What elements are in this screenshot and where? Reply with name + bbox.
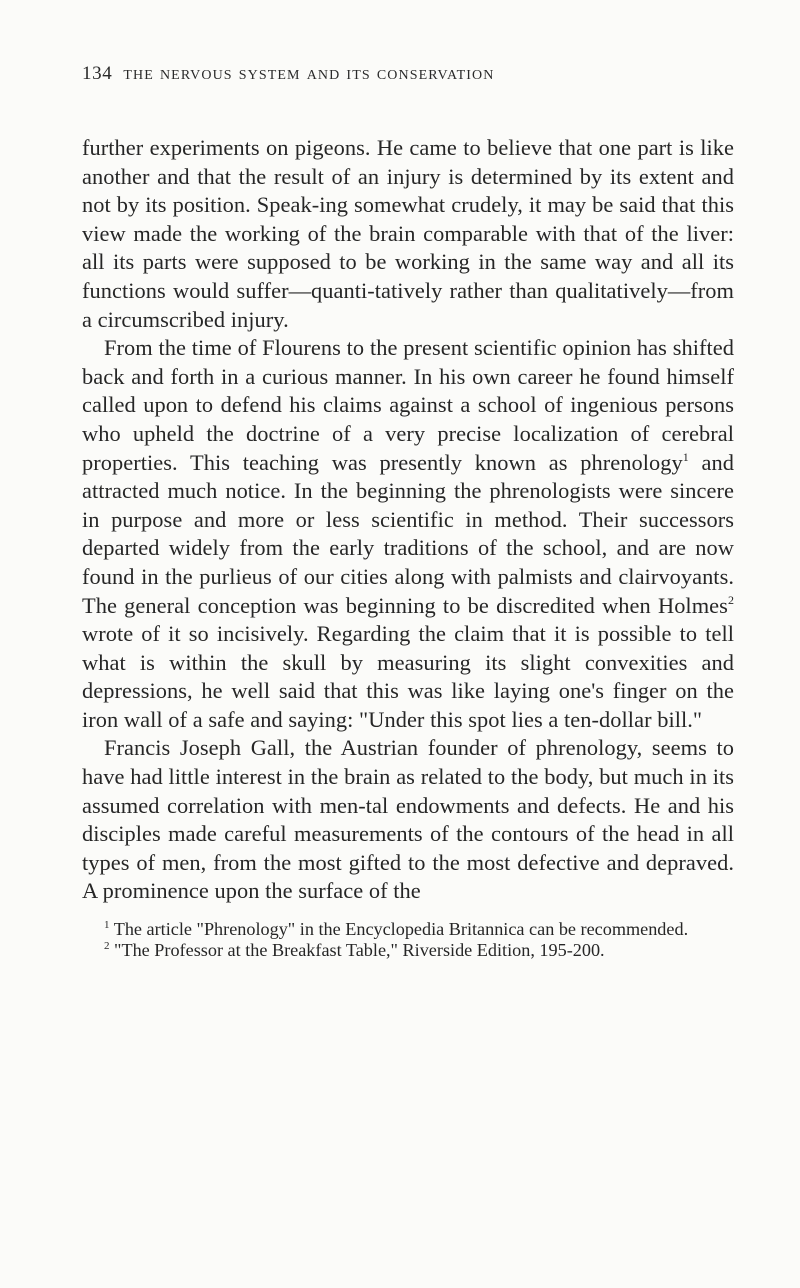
paragraph-2-part-3: wrote of it so incisively. Regarding the claim that it is possible to tell what is within the skull by measuring its slight convexities and depressions, he well said that this was like laying one's finger on the iron wall of a safe and saying: "Under this spot lies a ten-dollar bill." — [82, 621, 734, 732]
paragraph-2-part-2: and attracted much notice. In the beginning the phrenologists were sincere in purpose and more or less scientific in method. Their successors departed widely from the early traditions of the school, and are now found in the purlieus of our cities along with palmists and clairvoyants. The general conception was beginning to be discredited when Holmes — [82, 449, 734, 618]
running-title: the nervous system and its conservation — [123, 62, 495, 84]
footnote-ref-1: 1 — [682, 449, 689, 464]
paragraph-1: further experiments on pigeons. He came to believe that one part is like another and that the result of an injury is determined by its extent and not by its position. Speak-ing somewhat crudely, it may be said that this view made the working of the brain comparable with that of the liver: all its parts were supposed to be working in the same way and all its functions would suffer—quanti-tatively rather than qualitatively—from a circumscribed injury. — [82, 135, 734, 332]
footnote-2 — [82, 940, 734, 961]
paragraph-2-part-1: From the time of Flourens to the present scientific opinion has shifted back and forth in a curious manner. In his own career he found himself called upon to defend his claims against a school of ingenious persons who upheld the doctrine of a very precise localization of cerebral properties. This teaching was presently known as phrenology — [82, 335, 734, 475]
body-text — [82, 134, 734, 906]
footnote-2-mark: 2 — [104, 940, 110, 953]
footnote-1-mark: 1 — [104, 919, 110, 932]
footnote-1 — [82, 919, 734, 940]
paragraph-2 — [82, 334, 734, 734]
running-header — [82, 62, 734, 102]
paragraph-3: Francis Joseph Gall, the Austrian founder of phrenology, seems to have had little interest in the brain as related to the body, but much in its assumed correlation with men-tal endowments and defects. He and his disciples made careful measurements of the contours of the head in all types of men, from the most gifted to the most defective and depraved. A prominence upon the surface of the — [82, 735, 734, 904]
book-page — [82, 62, 734, 962]
footnotes — [82, 919, 734, 962]
footnote-1-text: The article "Phrenology" in the Encyclopedia Britannica can be recommended. — [109, 919, 689, 940]
page-number: 134 — [82, 63, 113, 84]
footnote-ref-2: 2 — [727, 592, 734, 607]
footnote-2-text: "The Professor at the Breakfast Table," Riverside Edition, 195-200. — [109, 940, 605, 961]
